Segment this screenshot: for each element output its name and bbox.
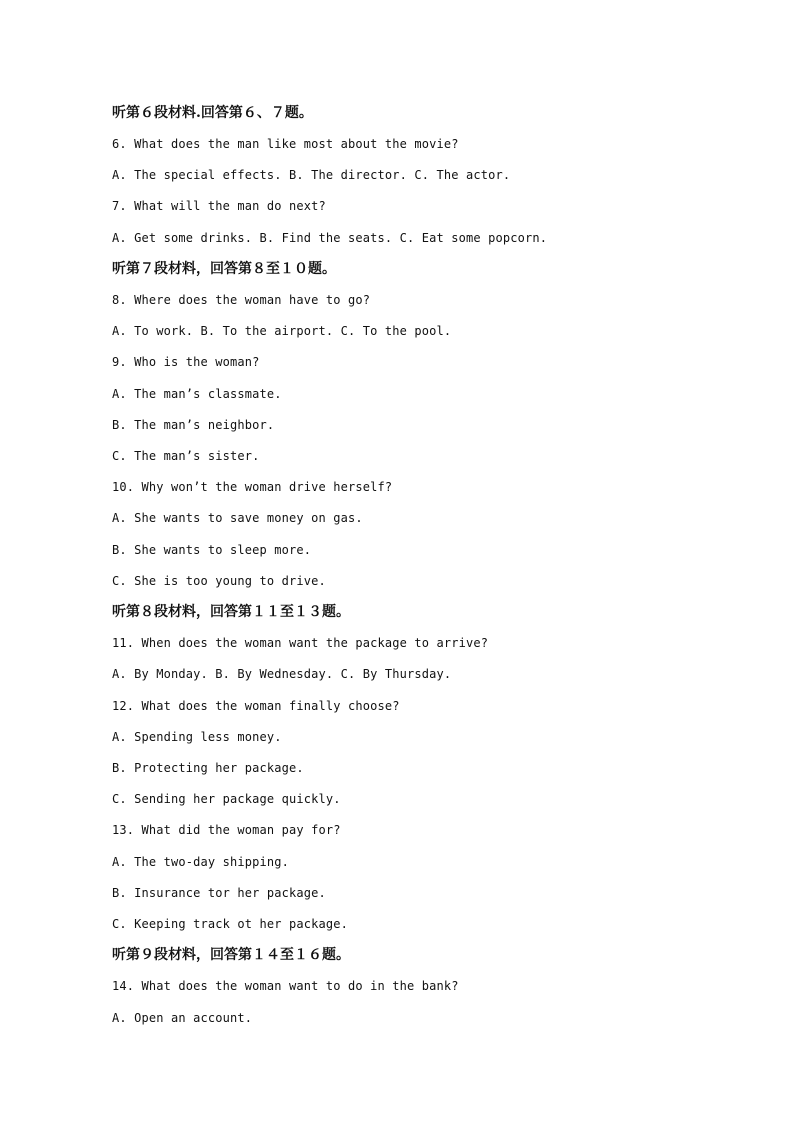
section-heading: 听第９段材料，回答第１４至１６题。	[112, 947, 350, 963]
question-text: 6. What does the man like most about the movie?	[112, 137, 459, 151]
question-text: 10. Why won’t the woman drive herself?	[112, 480, 393, 494]
answer-option-line: A. To work. B. To the airport. C. To the pool.	[112, 324, 452, 338]
answer-option: A. The man’s classmate.	[112, 387, 282, 401]
section-heading: 听第６段材料.回答第６、７题。	[112, 105, 313, 121]
answer-option: C. Keeping track ot her package.	[112, 917, 348, 931]
answer-option: A. She wants to save money on gas.	[112, 511, 363, 525]
answer-option: C. The man’s sister.	[112, 449, 260, 463]
answer-option: A. Open an account.	[112, 1011, 253, 1025]
section-heading: 听第８段材料，回答第１１至１３题。	[112, 604, 350, 620]
answer-option: B. Protecting her package.	[112, 761, 304, 775]
answer-option-line: A. By Monday. B. By Wednesday. C. By Thursday.	[112, 667, 452, 681]
answer-option: C. Sending her package quickly.	[112, 792, 341, 806]
question-text: 7. What will the man do next?	[112, 199, 326, 213]
answer-option-line: A. Get some drinks. B. Find the seats. C. Eat some popcorn.	[112, 231, 548, 245]
question-text: 12. What does the woman finally choose?	[112, 699, 400, 713]
answer-option: A. Spending less money.	[112, 730, 282, 744]
answer-option: B. Insurance tor her package.	[112, 886, 326, 900]
question-text: 8. Where does the woman have to go?	[112, 293, 371, 307]
answer-option: C. She is too young to drive.	[112, 574, 326, 588]
question-text: 13. What did the woman pay for?	[112, 823, 341, 837]
question-text: 11. When does the woman want the package to arrive?	[112, 636, 489, 650]
answer-option: B. The man’s neighbor.	[112, 418, 275, 432]
section-heading: 听第７段材料，回答第８至１０题。	[112, 261, 336, 277]
answer-option: A. The two-day shipping.	[112, 855, 289, 869]
answer-option-line: A. The special effects. B. The director. C. The actor.	[112, 168, 511, 182]
answer-option: B. She wants to sleep more.	[112, 543, 312, 557]
question-text: 14. What does the woman want to do in the bank?	[112, 979, 459, 993]
question-text: 9. Who is the woman?	[112, 355, 260, 369]
